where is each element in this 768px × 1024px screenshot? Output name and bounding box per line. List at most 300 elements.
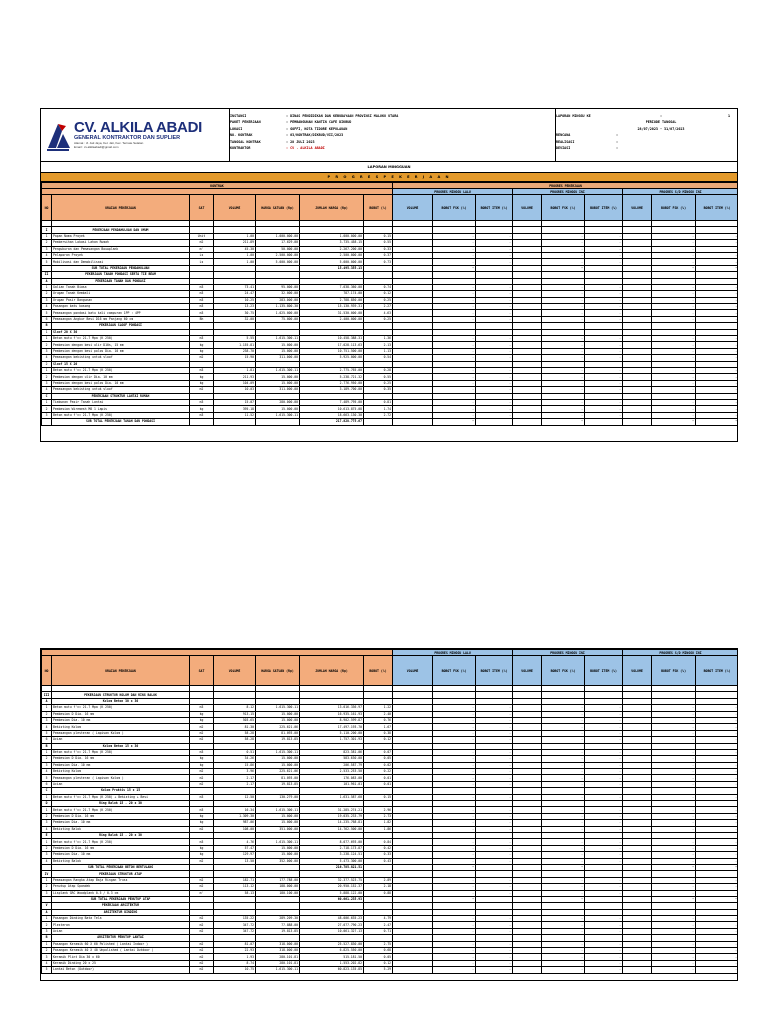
- progress-cell: -: [476, 316, 513, 322]
- row-no: 3: [42, 348, 52, 354]
- progress-cell: -: [696, 374, 738, 380]
- progress-cell: -: [542, 852, 585, 858]
- row-description: Bekisting Kolom: [52, 724, 190, 730]
- table-body-2: [42, 686, 739, 974]
- report-title: LAPORAN MINGGUAN: [41, 162, 737, 173]
- row-jumlah: 20.950.152.37: [300, 884, 364, 890]
- progress-cell: -: [433, 845, 476, 851]
- progress-cell: -: [585, 284, 623, 290]
- row-no: 4: [42, 826, 52, 832]
- progress-cell: -: [433, 762, 476, 768]
- row-sat: m2: [190, 877, 214, 883]
- row-sat: kg: [190, 762, 214, 768]
- row-sat: m2: [190, 928, 214, 934]
- row-volume: 10.03: [214, 387, 256, 393]
- progress-cell: -: [542, 730, 585, 736]
- row-volume: 211.93: [214, 374, 256, 380]
- progress-cell: -: [585, 826, 623, 832]
- progress-cell: -: [542, 864, 585, 870]
- subtotal-label: SUB TOTAL PEKERJAAN TANAH DAN PONDASI: [52, 419, 190, 425]
- progress-cell: -: [652, 259, 696, 265]
- progress-cell: -: [585, 304, 623, 310]
- row-harga: 280.101.81: [256, 954, 300, 960]
- progress-cell: -: [585, 781, 623, 787]
- row-sat: m3: [190, 297, 214, 303]
- progress-cell: -: [652, 252, 696, 258]
- realization-colon: :: [616, 139, 619, 144]
- progress-cell: -: [652, 845, 696, 851]
- progress-cell: -: [433, 839, 476, 845]
- progress-cell: -: [542, 858, 585, 864]
- report-sheet-1: [40, 108, 738, 442]
- row-bobot: 0.12: [364, 960, 393, 966]
- progress-cell: -: [696, 252, 738, 258]
- progress-cell: -: [652, 896, 696, 902]
- progress-cell: -: [476, 406, 513, 412]
- progress-cell: -: [696, 769, 738, 775]
- progress-cell: -: [652, 839, 696, 845]
- col-sat-2: SAT: [190, 656, 214, 686]
- row-description: Pasangan Keramik 40 X 40 Unpolished ( Lantai Outdoor ): [52, 948, 190, 954]
- row-volume: 73.41: [214, 284, 256, 290]
- row-description: Kolom Beton 15 x 30: [52, 743, 190, 749]
- progress-cell: -: [476, 310, 513, 316]
- row-no: 1: [42, 336, 52, 342]
- row-volume: 182.71: [214, 877, 256, 883]
- row-no: 5: [42, 730, 52, 736]
- progress-cell: -: [585, 380, 623, 386]
- progress-cell: -: [542, 916, 585, 922]
- until-week-header-2: PROGRES S/D MINGGU INI: [623, 650, 738, 656]
- progress-cell: -: [585, 845, 623, 851]
- progress-cell: -: [585, 705, 623, 711]
- progress-cell: -: [585, 884, 623, 890]
- row-jumlah: 2.718.173.87: [300, 845, 364, 851]
- row-jumlah: 1.553.202.82: [300, 960, 364, 966]
- row-sat: m3: [190, 794, 214, 800]
- progress-cell: -: [542, 941, 585, 947]
- row-description: Lisplank GRC Woodplank 0.5 / 0.3 cm: [52, 890, 190, 896]
- progress-cell: -: [433, 877, 476, 883]
- row-harga: 15.000.00: [256, 711, 300, 717]
- progress-cell: -: [433, 858, 476, 864]
- col-uraian: URAIAN PEKERJAAN: [52, 195, 190, 221]
- row-harga: 1.615.300.11: [256, 336, 300, 342]
- row-bobot: 0.22: [364, 769, 393, 775]
- progress-cell: -: [433, 412, 476, 418]
- progress-cell: -: [542, 374, 585, 380]
- row-harga: 15.000.00: [256, 762, 300, 768]
- progress-cell: -: [696, 890, 738, 896]
- progress-cell: -: [476, 412, 513, 418]
- progress-cell: -: [585, 406, 623, 412]
- row-description: Pembesian dengan ulir Dia. 10 mm: [52, 374, 190, 380]
- progress-cell: -: [433, 246, 476, 252]
- row-jumlah: 14.235.768.81: [300, 820, 364, 826]
- row-no: 3: [42, 297, 52, 303]
- weekly-number: 1: [727, 114, 730, 118]
- row-jumlah: 17.028.113.63: [300, 342, 364, 348]
- progress-cell: -: [542, 724, 585, 730]
- progress-cell: -: [476, 858, 513, 864]
- col-sd-bobot-fsk: BOBOT FSK (%): [652, 195, 696, 221]
- row-no: 3: [42, 717, 52, 723]
- row-description: Keramik Plint Dia 30 x 60: [52, 954, 190, 960]
- progress-cell: -: [542, 877, 585, 883]
- row-volume: 1.00: [214, 259, 256, 265]
- progress-cell: -: [585, 297, 623, 303]
- row-bobot: 2.18: [364, 884, 393, 890]
- progress-cell: -: [433, 399, 476, 405]
- row-no: [42, 419, 52, 425]
- row-no: C: [42, 393, 52, 399]
- row-description: Sloof 15 X 20: [52, 361, 190, 367]
- progress-cell: -: [696, 297, 738, 303]
- row-no: 4: [42, 724, 52, 730]
- row-sat: kg: [190, 374, 214, 380]
- row-harga: 15.000.00: [256, 374, 300, 380]
- row-harga: 50.000.00: [256, 246, 300, 252]
- row-no: 3: [42, 820, 52, 826]
- row-bobot: 0.15: [364, 233, 393, 239]
- row-no: 1: [42, 233, 52, 239]
- row-volume: 30.75: [214, 310, 256, 316]
- row-jumlah: 2.533.253.50: [300, 769, 364, 775]
- row-bobot: 0.74: [364, 284, 393, 290]
- row-no: 5: [42, 775, 52, 781]
- row-volume: 913.15: [214, 711, 256, 717]
- row-harga: 17.629.00: [256, 240, 300, 246]
- row-harga: [256, 419, 300, 425]
- row-jumlah: 206.587.79: [300, 762, 364, 768]
- progress-cell: -: [652, 922, 696, 928]
- row-harga: 177.788.00: [256, 877, 300, 883]
- progress-cell: -: [696, 826, 738, 832]
- row-description: ARSITEKTUR PENUTUP LANTAI: [52, 935, 190, 941]
- plan-colon: :: [616, 133, 619, 138]
- progress-cell: -: [652, 730, 696, 736]
- progress-cell: -: [542, 355, 585, 361]
- progress-cell: -: [585, 724, 623, 730]
- progress-cell: -: [652, 807, 696, 813]
- row-no: 2: [42, 240, 52, 246]
- progress-cell: -: [696, 794, 738, 800]
- row-no: 1: [42, 284, 52, 290]
- subtotal-value: 60.661.235.93: [300, 896, 364, 902]
- row-harga: 1.615.300.11: [256, 412, 300, 418]
- this-week-header: PROGRES MINGGU INI: [513, 189, 623, 195]
- row-bobot: 0.01: [364, 775, 393, 781]
- progress-cell: -: [476, 737, 513, 743]
- progress-cell: -: [542, 711, 585, 717]
- row-description: Bekisting Balok: [52, 858, 190, 864]
- row-description: Pembesian Dia. 10 mm: [52, 852, 190, 858]
- progress-cell: -: [652, 852, 696, 858]
- row-harga: 19.813.85: [256, 928, 300, 934]
- row-description: Beton mutu f'c= 21.7 Mpa (K 250): [52, 367, 190, 373]
- progress-cell: -: [433, 342, 476, 348]
- row-sat: m3: [190, 367, 214, 373]
- row-no: 2: [42, 291, 52, 297]
- row-bobot: 4.63: [364, 310, 393, 316]
- progress-cell: -: [652, 960, 696, 966]
- progress-cell: -: [585, 839, 623, 845]
- row-description: Pembesian D Dia. 16 mm: [52, 711, 190, 717]
- row-description: Pembesian Dia. 10 mm: [52, 820, 190, 826]
- row-no: 2: [42, 922, 52, 928]
- progress-cell: -: [433, 813, 476, 819]
- row-bobot: 2.75: [364, 941, 393, 947]
- row-jumlah: 5.925.000.00: [300, 355, 364, 361]
- table-row: [42, 967, 739, 973]
- progress-table-2: [41, 649, 738, 974]
- row-jumlah: 48.006.635.23: [300, 916, 364, 922]
- row-jumlah: 16.935.161.93: [300, 711, 364, 717]
- progress-cell: -: [696, 387, 738, 393]
- project-info-label: PAKET PEKERJAAN: [230, 120, 261, 125]
- row-volume: 8.12: [214, 705, 256, 711]
- row-sat: m2: [190, 769, 214, 775]
- company-email: Email : cv.alkilaabadi@gmail.com: [74, 145, 119, 149]
- row-sat: m3: [190, 399, 214, 405]
- progress-cell: -: [652, 240, 696, 246]
- col-now-bobot-fsk: BOBOT FSK (%): [542, 195, 585, 221]
- progress-cell: -: [696, 749, 738, 755]
- progress-cell: -: [476, 711, 513, 717]
- row-bobot: 0.07: [364, 749, 393, 755]
- row-jumlah: 10.458.388.31: [300, 336, 364, 342]
- row-sat: m2: [190, 948, 214, 954]
- col-prev-bobot-fsk: BOBOT FSK (%): [433, 195, 476, 221]
- row-sat: kg: [190, 406, 214, 412]
- progress-cell: -: [652, 336, 696, 342]
- row-jumlah: 10.751.500.00: [300, 348, 364, 354]
- progress-cell: -: [433, 941, 476, 947]
- progress-cell: -: [542, 367, 585, 373]
- progress-cell: -: [696, 775, 738, 781]
- progress-cell: -: [652, 291, 696, 297]
- progress-cell: -: [696, 724, 738, 730]
- progress-cell: -: [476, 884, 513, 890]
- row-jumlah: 515.181.50: [300, 954, 364, 960]
- progress-cell: -: [652, 717, 696, 723]
- progress-cell: -: [542, 705, 585, 711]
- row-no: 4: [42, 769, 52, 775]
- row-harga: 1.615.300.11: [256, 807, 300, 813]
- progress-cell: -: [433, 374, 476, 380]
- row-jumlah: 17.497.193.70: [300, 724, 364, 730]
- row-sat: Ls: [190, 259, 214, 265]
- row-description: Beton mutu f'c= 21.7 Mpa (K 250): [52, 412, 190, 418]
- progress-cell: -: [696, 291, 738, 297]
- progress-cell: -: [585, 259, 623, 265]
- col-prev-bobot-fsk-2: BOBOT FSK (%): [433, 656, 476, 686]
- progress-cell: -: [542, 348, 585, 354]
- progress-cell: -: [585, 749, 623, 755]
- progress-cell: -: [585, 399, 623, 405]
- row-harga: 1.615.300.11: [256, 967, 300, 973]
- row-sat: m': [190, 890, 214, 896]
- row-sat: kg: [190, 756, 214, 762]
- row-volume: 347.72: [214, 928, 256, 934]
- row-harga: 81.093.00: [256, 775, 300, 781]
- progress-cell: -: [542, 387, 585, 393]
- progress-cell: [476, 419, 513, 425]
- row-no: 1: [42, 941, 52, 947]
- row-sat: kg: [190, 845, 214, 851]
- row-description: Pemasangan Angkur Besi D16 mm Panjang 60 cm: [52, 316, 190, 322]
- progress-cell: -: [585, 890, 623, 896]
- row-harga: 95.000.00: [256, 284, 300, 290]
- row-description: Papan Nama Proyek: [52, 233, 190, 239]
- progress-cell: -: [476, 717, 513, 723]
- progress-cell: -: [696, 336, 738, 342]
- row-description: PEKERJAAN STRUKTUR KOLOM DAN RING BALOK: [52, 692, 190, 698]
- progress-cell: -: [433, 967, 476, 973]
- row-no: 1: [42, 705, 52, 711]
- row-no: 4: [42, 252, 52, 258]
- row-sat: m2: [190, 775, 214, 781]
- progress-cell: [513, 967, 542, 973]
- progress-cell: -: [476, 794, 513, 800]
- row-description: PEKERJAAN STRUKTUR ATAP: [52, 871, 190, 877]
- progress-cell: -: [652, 749, 696, 755]
- row-harga: 81.093.00: [256, 730, 300, 736]
- progress-cell: -: [476, 922, 513, 928]
- progress-cell: -: [476, 877, 513, 883]
- progress-cell: -: [696, 406, 738, 412]
- row-sat: m3: [190, 336, 214, 342]
- progress-cell: -: [542, 756, 585, 762]
- progress-cell: -: [433, 265, 476, 271]
- row-sat: [190, 419, 214, 425]
- row-description: Acian: [52, 737, 190, 743]
- row-description: Keramik Dinding 20 x 25: [52, 960, 190, 966]
- progress-cell: -: [476, 284, 513, 290]
- col-sd-bobot-fsk-2: BOBOT FSK (%): [652, 656, 696, 686]
- progress-cell: -: [476, 355, 513, 361]
- row-bobot: 2.72: [364, 412, 393, 418]
- progress-cell: -: [433, 916, 476, 922]
- row-description: Beton mutu f'c= 21.7 Mpa (K 250): [52, 807, 190, 813]
- progress-cell: -: [433, 769, 476, 775]
- project-info-value: : CV . ALKILA ABADI: [286, 145, 325, 150]
- progress-cell: -: [476, 960, 513, 966]
- row-jumlah: 2.267.200.00: [300, 246, 364, 252]
- row-volume: 2.17: [214, 775, 256, 781]
- progress-cell: -: [433, 355, 476, 361]
- row-volume: 1.309.30: [214, 813, 256, 819]
- progress-cell: -: [696, 852, 738, 858]
- progress-cell: -: [542, 233, 585, 239]
- progress-cell: -: [585, 762, 623, 768]
- progress-cell: -: [542, 252, 585, 258]
- progress-cell: -: [476, 762, 513, 768]
- progress-cell: -: [542, 813, 585, 819]
- progress-cell: -: [542, 259, 585, 265]
- row-description: Beton mutu f'c= 21.7 Mpa (K 250): [52, 749, 190, 755]
- report-sheet-2: [40, 648, 738, 981]
- row-jumlah: 31.285.274.21: [300, 807, 364, 813]
- project-info-label: LOKASI: [230, 126, 243, 131]
- row-volume: 987.06: [214, 820, 256, 826]
- row-description: Acian: [52, 781, 190, 787]
- progress-cell: -: [585, 858, 623, 864]
- progress-cell: -: [542, 310, 585, 316]
- progress-cell: -: [476, 749, 513, 755]
- progress-cell: -: [652, 916, 696, 922]
- row-bobot: 0.05: [364, 954, 393, 960]
- progress-cell: -: [433, 316, 476, 322]
- progress-cell: -: [476, 304, 513, 310]
- progress-cell: -: [476, 291, 513, 297]
- progress-cell: -: [652, 864, 696, 870]
- progress-cell: -: [476, 724, 513, 730]
- progress-cell: -: [652, 705, 696, 711]
- subtotal-label: SUB TOTAL PEKERJAAN BETON BERTULANG: [52, 864, 190, 870]
- row-description: Timbunan Pasir Tanah Lantai: [52, 399, 190, 405]
- row-volume: 45.30: [214, 246, 256, 252]
- row-sat: m2: [190, 884, 214, 890]
- row-harga: 1.615.300.11: [256, 705, 300, 711]
- row-jumlah: 3.735.458.15: [300, 240, 364, 246]
- row-bobot: 2.27: [364, 304, 393, 310]
- progress-cell: -: [433, 419, 476, 425]
- row-sat: m3: [190, 291, 214, 297]
- row-bobot: 1.82: [364, 820, 393, 826]
- col-bobot-2: BOBOT (%): [364, 656, 393, 686]
- progress-cell: -: [585, 877, 623, 883]
- progress-cell: -: [542, 826, 585, 832]
- progress-cell: -: [542, 794, 585, 800]
- progress-cell: -: [476, 916, 513, 922]
- row-jumlah: 18.663.130.30: [300, 412, 364, 418]
- row-jumlah: 101.961.01: [300, 781, 364, 787]
- progress-cell: -: [585, 711, 623, 717]
- progress-cell: -: [433, 826, 476, 832]
- progress-cell: -: [542, 896, 585, 902]
- row-bobot: 0.25: [364, 380, 393, 386]
- row-sat: m3: [190, 304, 214, 310]
- row-description: PEKERJAAN TANAH DAN PONDASI: [52, 278, 190, 284]
- row-sat: m2: [190, 967, 214, 973]
- progress-cell: -: [696, 259, 738, 265]
- realization-label: REALISASI: [556, 139, 575, 144]
- row-jumlah: 2.500.000.00: [300, 252, 364, 258]
- progress-cell: -: [585, 367, 623, 373]
- progress-cell: -: [652, 769, 696, 775]
- row-description: Ring Balok 15 . 20 x 30: [52, 801, 190, 807]
- progress-cell: -: [542, 737, 585, 743]
- progress-cell: -: [476, 380, 513, 386]
- row-jumlah: 2.775.765.00: [300, 367, 364, 373]
- project-info-value: : 03/KONTRAK/DIKBUD/VII/2023: [286, 133, 344, 138]
- row-volume: 2.17: [214, 781, 256, 787]
- row-bobot: 0.73: [364, 259, 393, 265]
- row-volume: 13.23: [214, 304, 256, 310]
- row-jumlah: 176.083.00: [300, 775, 364, 781]
- row-volume: 211.89: [214, 240, 256, 246]
- row-harga: 318.000.00: [256, 941, 300, 947]
- row-volume: 11.52: [214, 412, 256, 418]
- row-bobot: 2.47: [364, 922, 393, 928]
- row-bobot: 1.86: [364, 826, 393, 832]
- row-jumlah: 1.000.000.00: [300, 233, 364, 239]
- progress-cell: -: [433, 884, 476, 890]
- row-no: 3: [42, 852, 52, 858]
- subtotal-value: 217.828.775.67: [300, 419, 364, 425]
- progress-cell: -: [652, 762, 696, 768]
